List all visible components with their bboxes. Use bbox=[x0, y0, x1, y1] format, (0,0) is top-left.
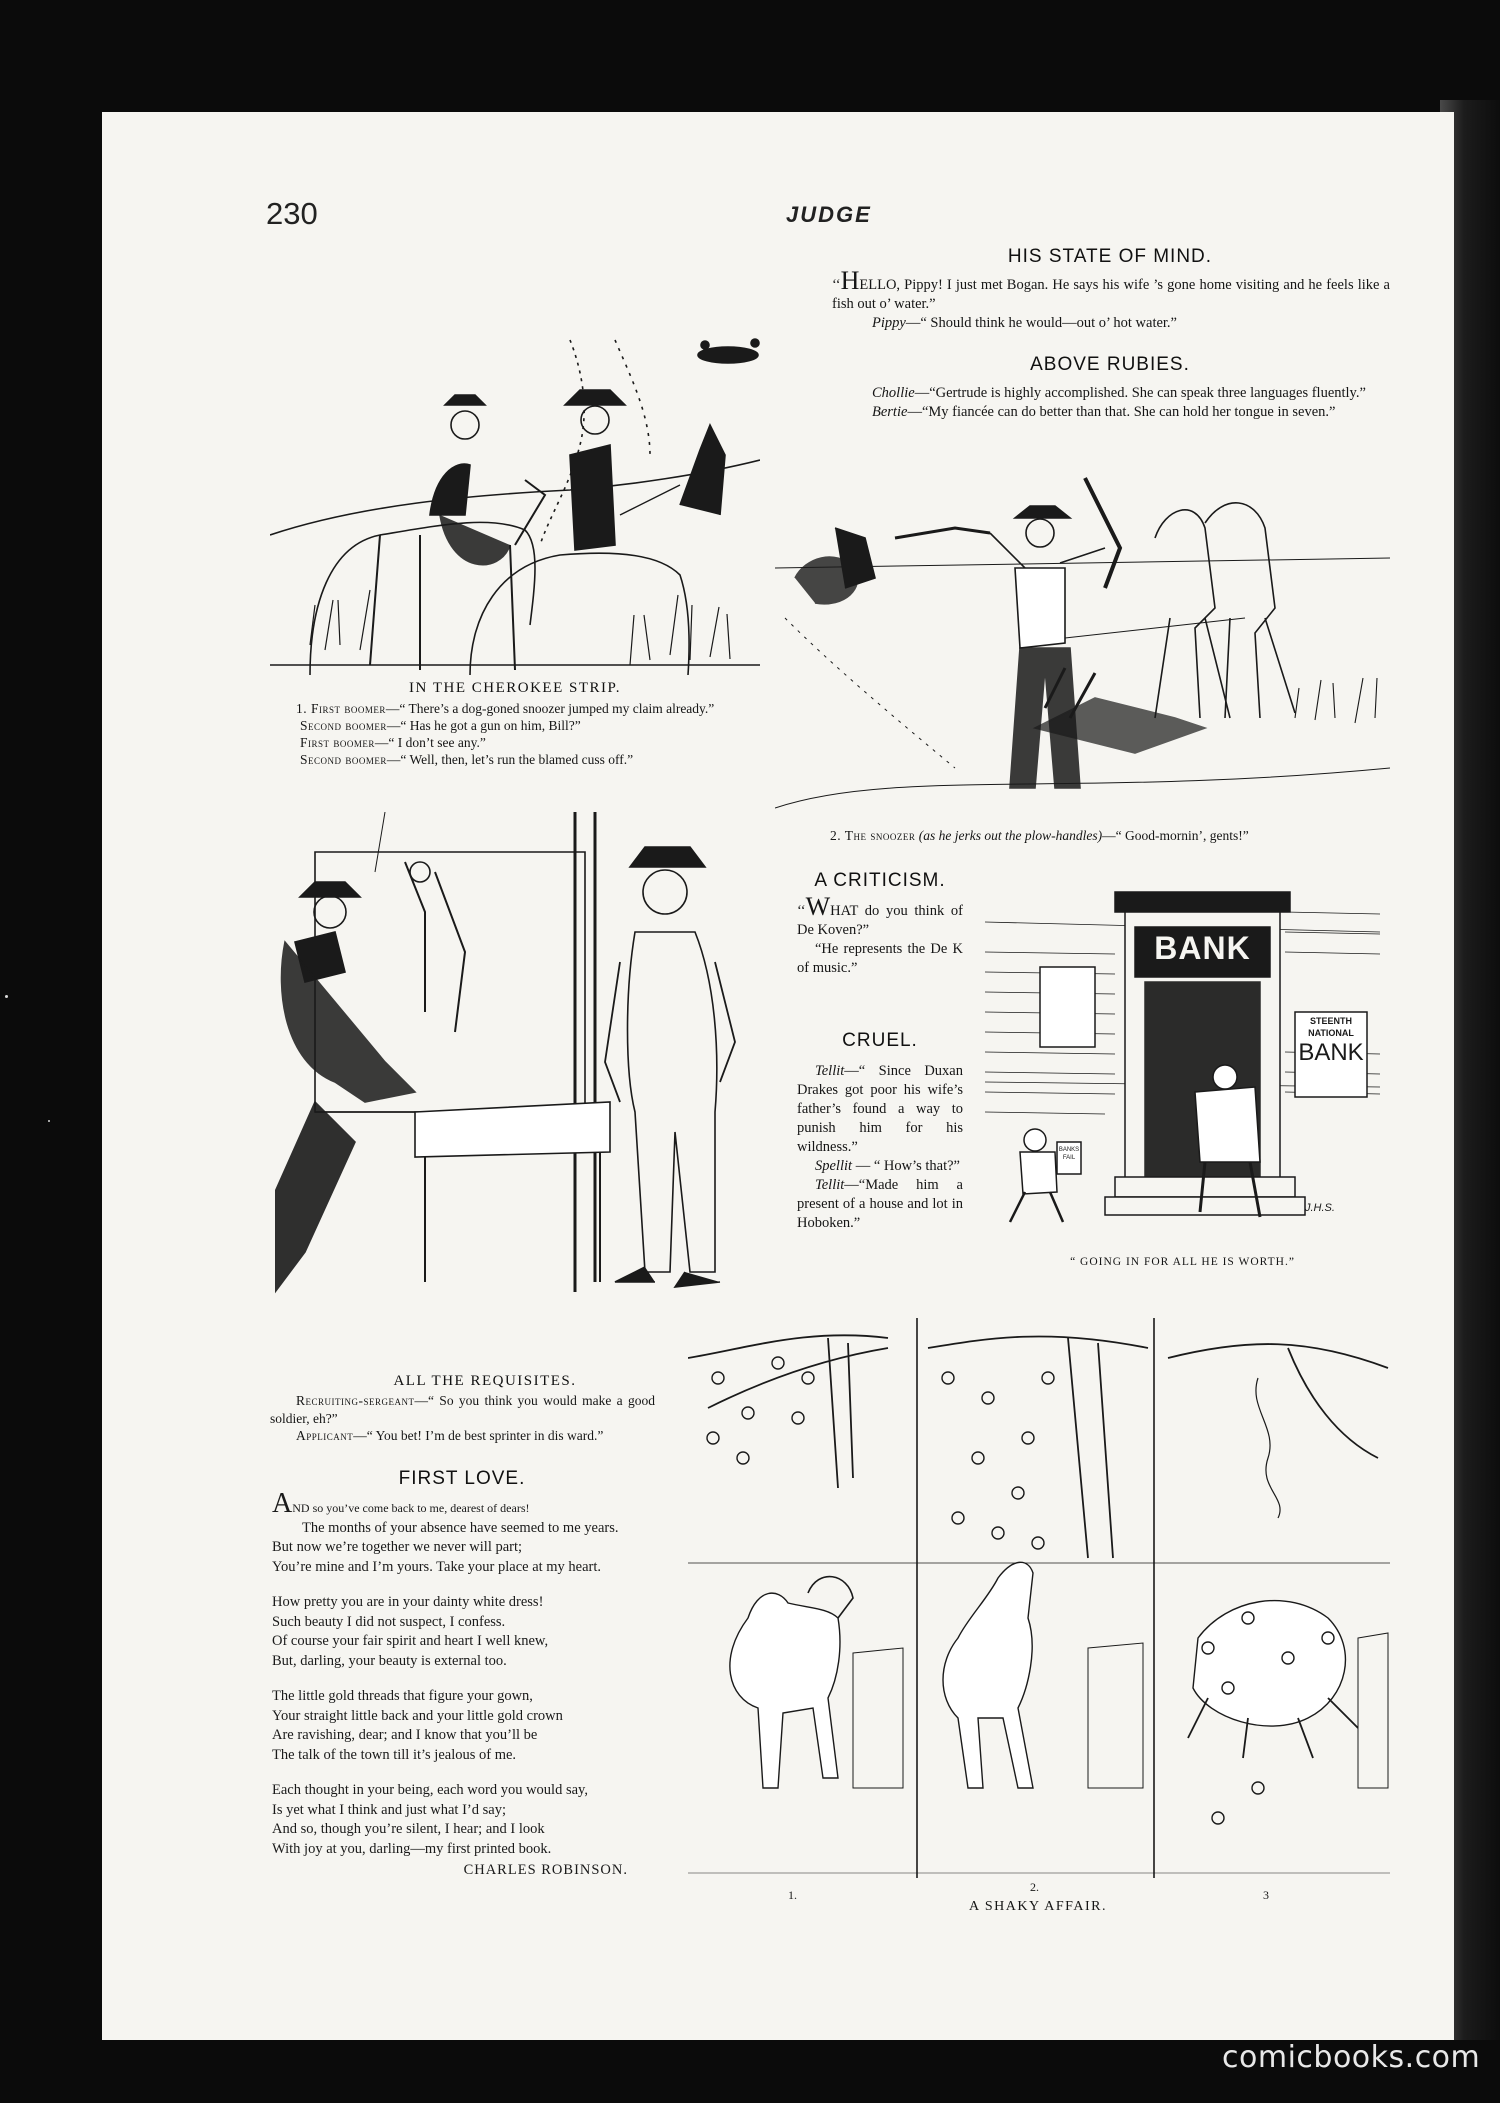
masthead: JUDGE bbox=[786, 202, 872, 227]
bank-artist-signature: J.H.S. bbox=[1305, 1202, 1335, 1214]
cherokee-strip-illustration-1 bbox=[270, 245, 760, 675]
all-the-requisites-illustration bbox=[275, 812, 780, 1367]
cruel-text: Tellit—“ Since Duxan Drakes got poor his wife’s father’s found a way to punish him for his wildness.” Spellit — “ How’s that?” Tellit—“Made him a present of a house and lot in Hoboken.” bbox=[797, 1063, 963, 1231]
bank-cartoon-caption: “ GOING IN FOR ALL HE IS WORTH.” bbox=[1070, 1256, 1295, 1268]
all-the-requisites-caption: Recruiting-sergeant—“ So you think you would make a good soldier, eh?” Applicant—“ You bet! I’m de best sprinter in dis ward.” bbox=[270, 1393, 655, 1443]
speaker-first-boomer: 1. First boomer bbox=[296, 701, 386, 716]
a-criticism-text: ‘‘WHAT do you think of De Koven?” “He represents the De K of music.” bbox=[797, 892, 963, 976]
above-rubies-text: Chollie—“Gertrude is highly accomplished. She can speak three languages fluently.” Bertie—“My fiancée can do better than that. She can hold her tongue in seven.” bbox=[872, 385, 1366, 420]
newsboy-paper: BANKS FAIL bbox=[1058, 1147, 1080, 1161]
first-love-author: CHARLES ROBINSON. bbox=[463, 1862, 628, 1878]
his-state-of-mind-title: HIS STATE OF MIND. bbox=[1007, 246, 1213, 267]
all-the-requisites-title: ALL THE REQUISITES. bbox=[393, 1373, 577, 1389]
shaky-affair-panel-2-number: 2. bbox=[1030, 1880, 1039, 1894]
first-love-poem: AND so you’ve come back to me, dearest of dears! The months of your absence have seemed to me years. But now we’re together we never will part; You’re mine and I’m yours. Take your place at my heart. How pretty you are in your dainty white dress! Such beauty I did not suspect, I confess. Of course your fair spirit and heart I well knew, But, darling, your beauty is external too. The little gold threads that figure your gown, Your straight little back and your little gold crown Are ravishing, dear; and I know that you’ll be The talk of the town till it’s jealous of me. Each thought in your being, each word you would say, Is yet what I think and just what I’d say; And so, though you’re silent, I hear; and I look With joy at you, darling—my first printed book. CHARLES ROBINSON. bbox=[272, 1495, 662, 1881]
shaky-affair-illustration bbox=[688, 1318, 1390, 1878]
bank-poster: STEENTH NATIONAL BANK bbox=[1298, 1016, 1364, 1066]
watermark: comicbooks.com bbox=[1222, 2040, 1481, 2075]
page-number: 230 bbox=[266, 196, 318, 231]
scan-dust bbox=[5, 995, 8, 998]
scan-dust bbox=[48, 1120, 50, 1122]
shaky-affair-caption: A SHAKY AFFAIR. bbox=[968, 1899, 1108, 1914]
cherokee-strip-caption-2: 2. The snoozer (as he jerks out the plow-handles)—“ Good-mornin’, gents!” bbox=[830, 828, 1249, 843]
a-criticism-title: A CRITICISM. bbox=[814, 870, 946, 891]
cherokee-strip-illustration-2 bbox=[775, 468, 1390, 818]
first-love-title: FIRST LOVE. bbox=[398, 1468, 526, 1489]
cherokee-strip-caption: 1. First boomer—“ There’s a dog-goned snoozer jumped my claim already.” Second boomer—“ Has he got a gun on him, Bill?” First boomer—“ I don’t see any.” Second boomer—“ Well, then, let’s run the blamed cuss off.” bbox=[296, 701, 715, 767]
bank-sign: BANK bbox=[1154, 930, 1251, 966]
first-love-initial: A bbox=[272, 1488, 293, 1519]
cherokee-strip-title: IN THE CHEROKEE STRIP. bbox=[409, 680, 621, 696]
bank-cartoon bbox=[985, 872, 1380, 1242]
shaky-affair-panel-1-number: 1. bbox=[788, 1888, 797, 1902]
his-state-of-mind-text: ‘‘HELLO, Pippy! I just met Bogan. He says his wife ’s gone home visiting and he feels like a fish out o’ water.” Pippy—“ Should think he would—out o’ hot water.” bbox=[832, 266, 1390, 331]
shaky-affair-panel-3-number: 3 bbox=[1263, 1888, 1269, 1902]
above-rubies-title: ABOVE RUBIES. bbox=[1030, 354, 1190, 375]
cruel-title: CRUEL. bbox=[842, 1030, 918, 1051]
